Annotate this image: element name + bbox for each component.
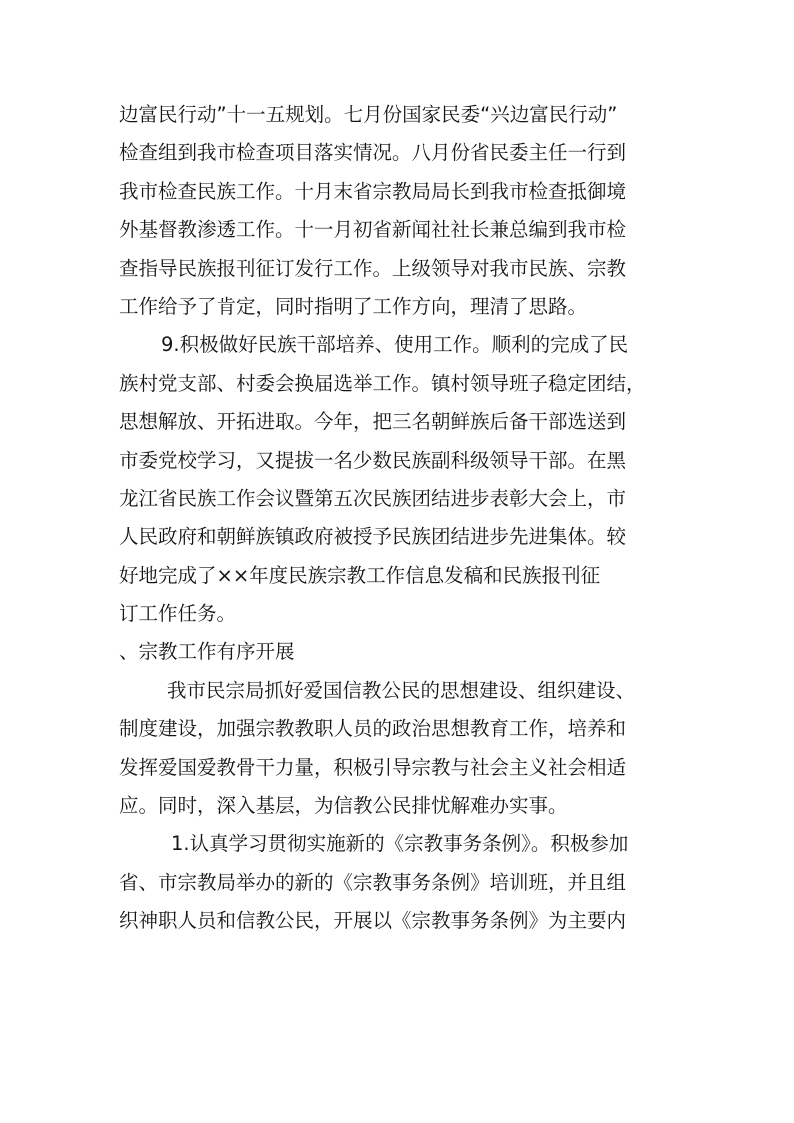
paragraph-start-line: 1.认真学习贯彻实施新的《宗教事务条例》。积极参加: [171, 832, 629, 856]
text-line: 好地完成了××年度民族宗教工作信息发稿和民族报刊征: [119, 563, 601, 587]
text-line: 思想解放、开拓进取。今年，把三名朝鲜族后备干部选送到: [119, 410, 627, 434]
paragraph-start-line: 我市民宗局抓好爱国信教公民的思想建设、组织建设、: [167, 678, 636, 702]
text-line: 检查组到我市检查项目落实情况。八月份省民委主任一行到: [119, 141, 627, 165]
text-line: 织神职人员和信教公民，开展以《宗教事务条例》为主要内: [119, 909, 627, 933]
text-line: 族村党支部、村委会换届选举工作。镇村领导班子稳定团结，: [119, 371, 646, 395]
text-line: 省、市宗教局举办的新的《宗教事务条例》培训班，并且组: [119, 870, 627, 894]
text-line: 边富民行动”十一五规划。七月份国家民委“兴边富民行动”: [119, 103, 618, 126]
text-line: 查指导民族报刊征订发行工作。上级领导对我市民族、宗教: [119, 256, 627, 280]
document-body: [119, 96, 681, 941]
text-line: 发挥爱国爱教骨干力量，积极引导宗教与社会主义社会相适: [119, 755, 627, 779]
text-line: 市委党校学习，又提拔一名少数民族副科级领导干部。在黑: [119, 448, 627, 472]
text-line: 我市检查民族工作。十月末省宗教局局长到我市检查抵御境: [119, 179, 627, 203]
text-line: 龙江省民族工作会议暨第五次民族团结进步表彰大会上，市: [119, 486, 627, 510]
text-line: 应。同时，深入基层，为信教公民排忧解难办实事。: [119, 794, 568, 818]
text-line: 工作给予了肯定，同时指明了工作方向，理清了思路。: [119, 294, 588, 318]
text-line: 人民政府和朝鲜族镇政府被授予民族团结进步先进集体。较: [119, 525, 627, 549]
text-line: 外基督教渗透工作。十一月初省新闻社社长兼总编到我市检: [119, 218, 627, 242]
text-line: 订工作任务。: [119, 602, 237, 626]
paragraph-start-line: 9.积极做好民族干部培养、使用工作。顺利的完成了民: [161, 333, 629, 357]
text-line: 制度建设，加强宗教教职人员的政治思想教育工作，培养和: [119, 717, 627, 741]
section-heading: 、宗教工作有序开展: [119, 640, 295, 664]
